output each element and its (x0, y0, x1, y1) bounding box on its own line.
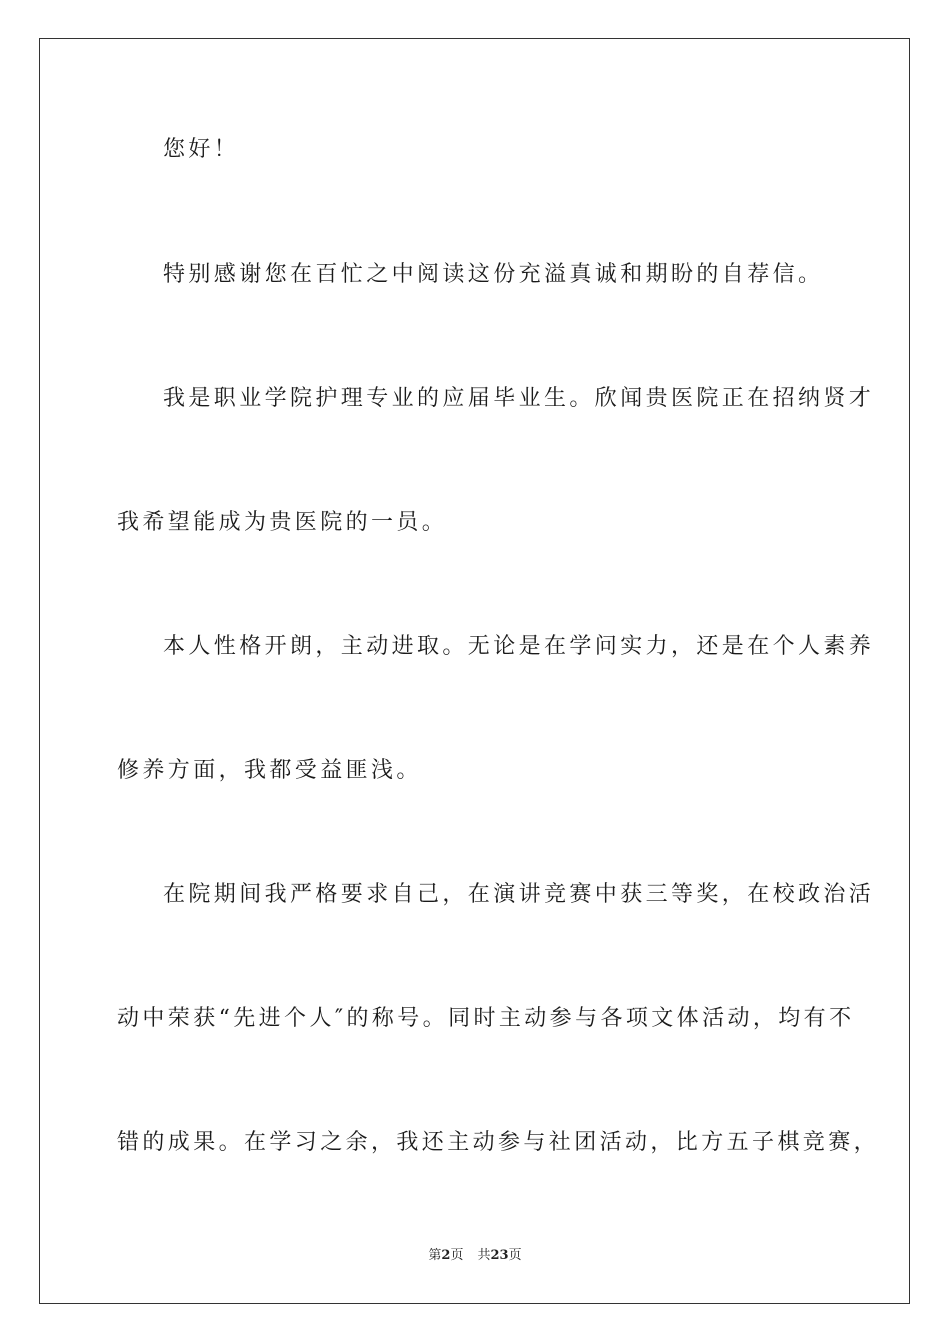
total-pages: 23 (490, 1248, 509, 1263)
page-suffix: 页 (450, 1248, 464, 1263)
paragraph-line: 动中荣获“先进个人″的称号。同时主动参与各项文体活动，均有不 (117, 1006, 855, 1031)
paragraph-line: 修养方面，我都受益匪浅。 (117, 758, 422, 783)
paragraph-line: 特别感谢您在百忙之中阅读这份充溢真诚和期盼的自荐信。 (163, 262, 824, 287)
paragraph-line: 错的成果。在学习之余，我还主动参与社团活动，比方五子棋竞赛， (117, 1130, 880, 1155)
greeting-line: 您好！ (163, 137, 240, 162)
paragraph-line: 本人性格开朗，主动进取。无论是在学问实力，还是在个人素养 (163, 634, 875, 659)
total-prefix: 共 (477, 1248, 491, 1263)
page-prefix: 第 (428, 1248, 442, 1263)
paragraph-line: 我是职业学院护理专业的应届毕业生。欣闻贵医院正在招纳贤才 (163, 386, 875, 411)
paragraph-line: 在院期间我严格要求自己，在演讲竞赛中获三等奖，在校政治活 (163, 882, 875, 907)
page-number: 2 (441, 1248, 451, 1263)
page-footer (0, 1247, 950, 1265)
page-border (39, 38, 910, 1304)
total-suffix: 页 (508, 1248, 522, 1263)
paragraph-line: 我希望能成为贵医院的一员。 (117, 510, 448, 535)
